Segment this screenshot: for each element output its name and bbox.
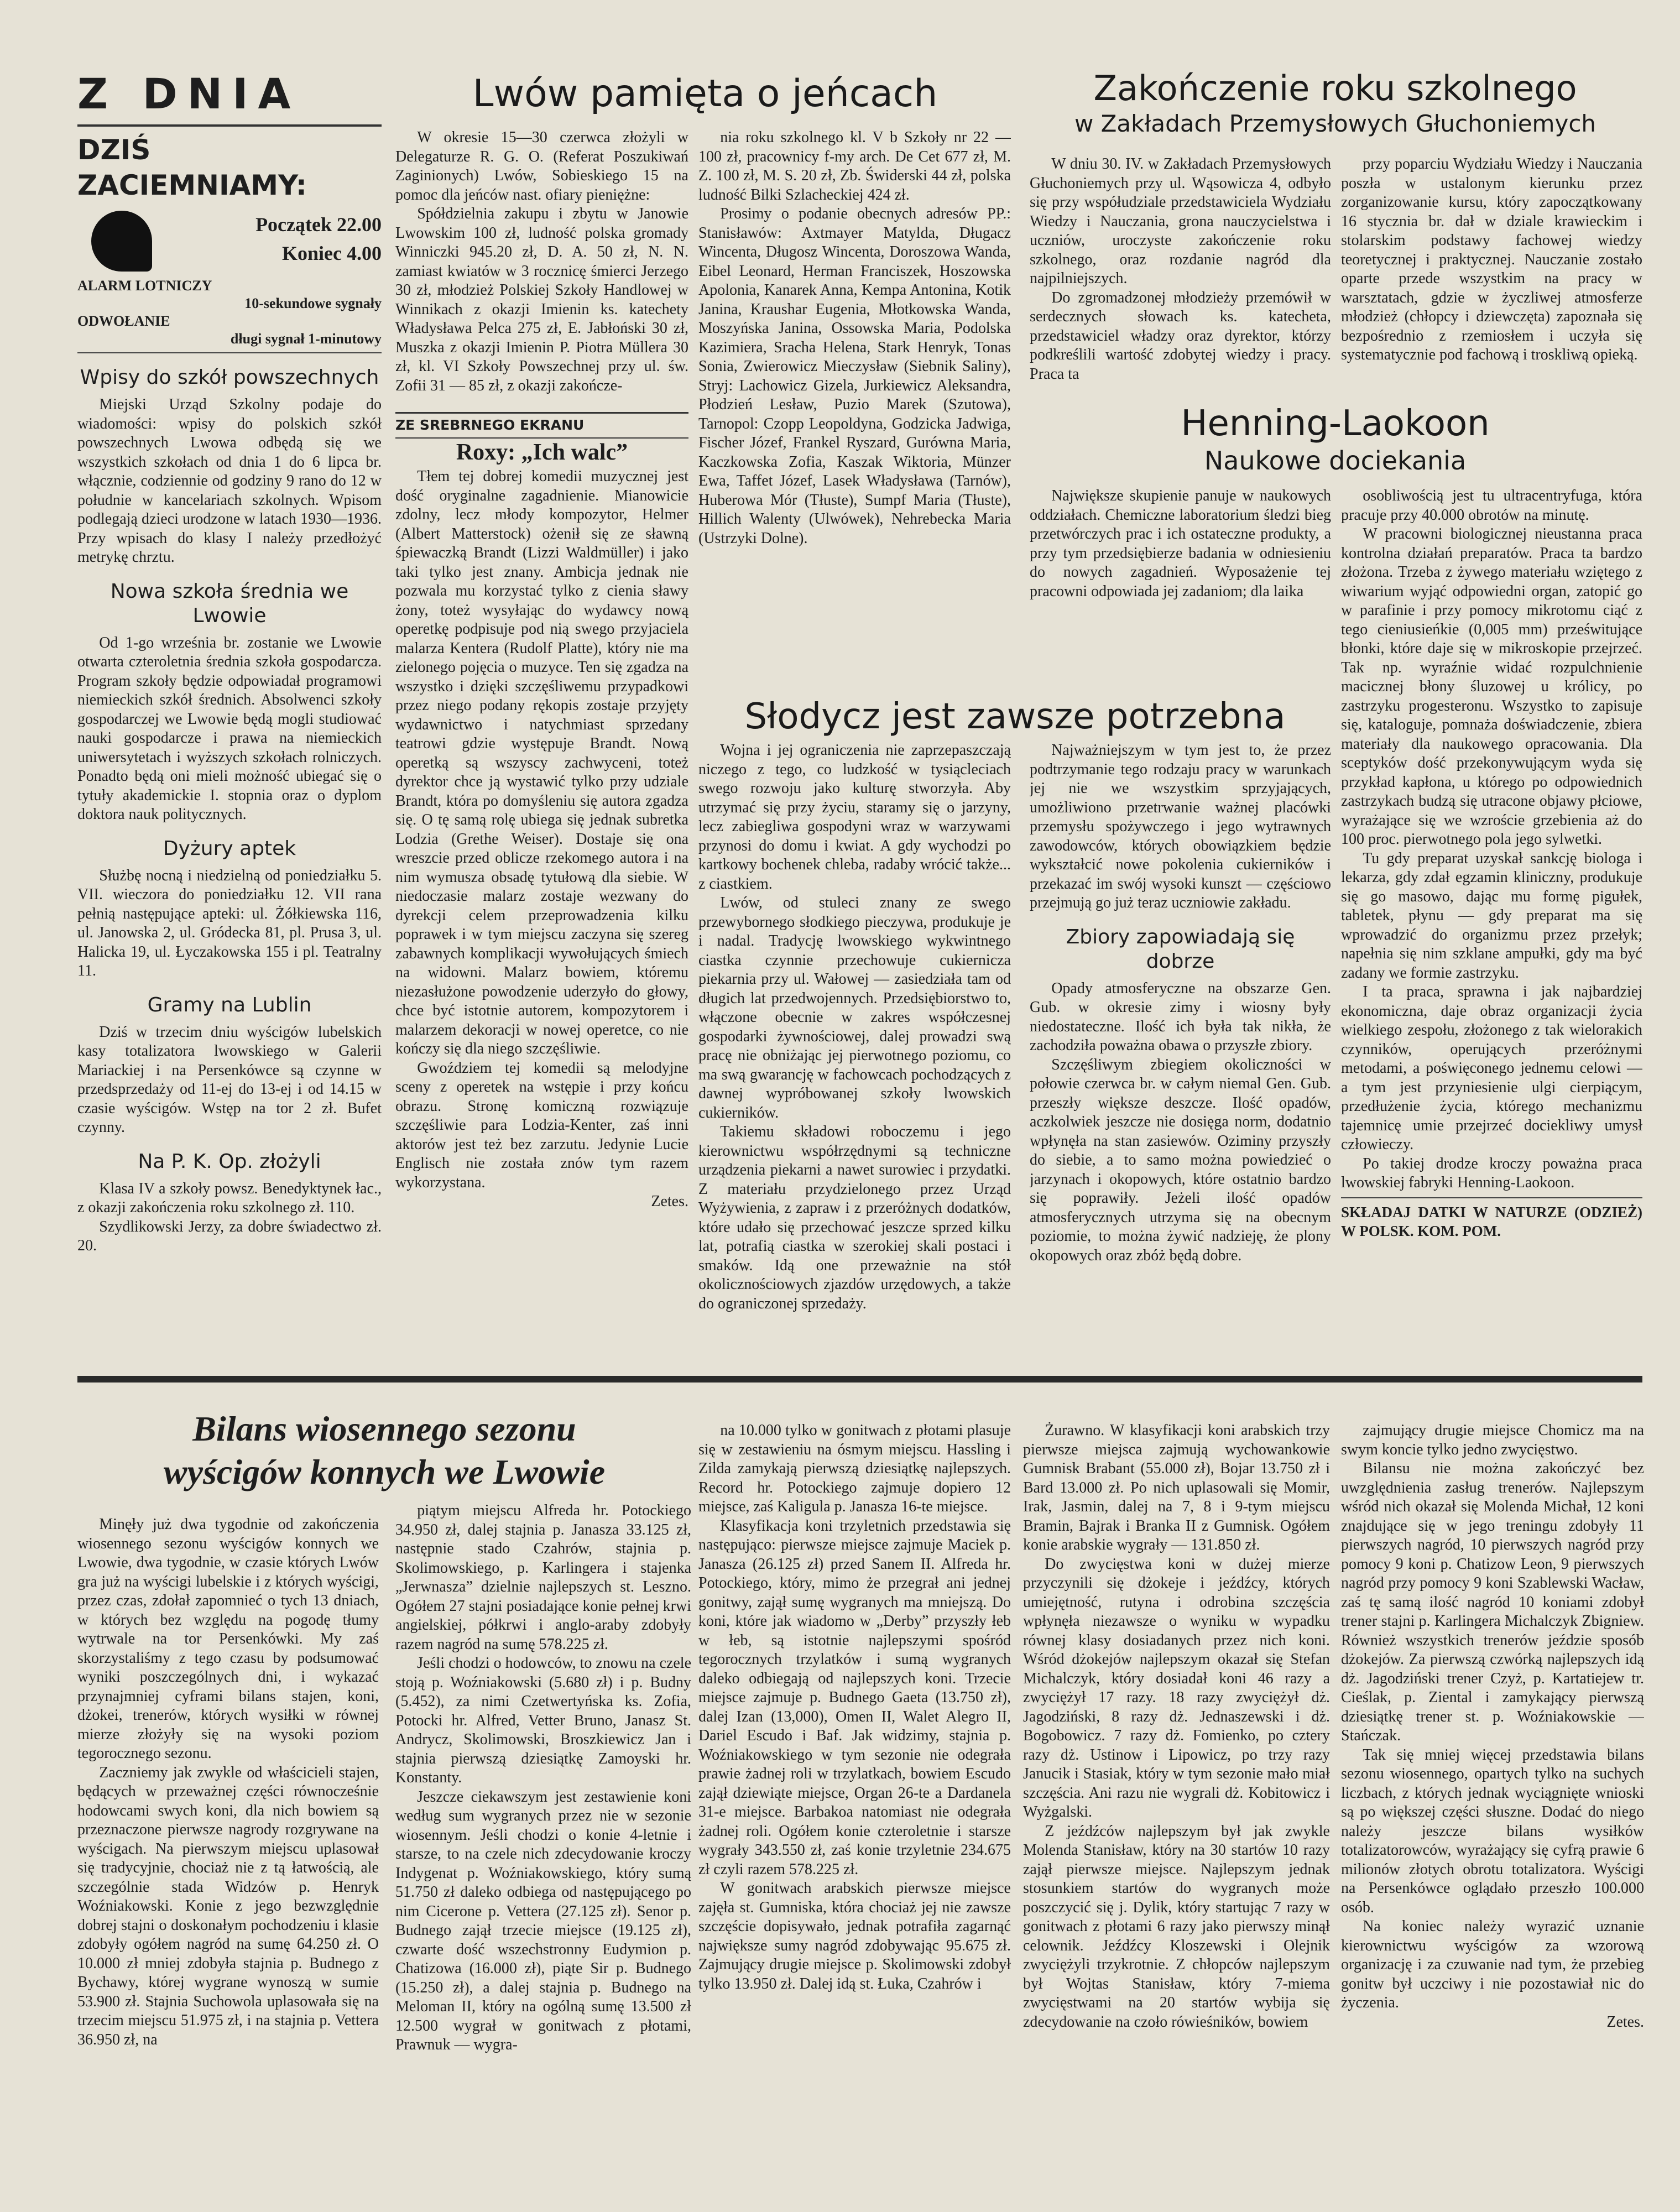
column-slodycz-b — [1030, 741, 1331, 1366]
paragraph: Po takiej drodze kroczy poważna praca lwowskiej fabryki Henning-Laokoon. — [1341, 1155, 1642, 1191]
headline-jency: Lwów pamięta o jeńcach — [472, 72, 938, 116]
alarm-note: 10-sekundowe sygnały — [244, 295, 382, 311]
column-henning-a — [1030, 487, 1331, 675]
paragraph: Lwów, od stuleci znany ze swego przewybornego słodkiego pieczywa, produkuje je i nadal. Tradycję lwowskiego wykwintnego ciastka czynnie przechowuje cukiernicza piekarnia przy ul. Wałowej — zasiedziała tam od długich lat przedwojennych. Przedsiębiorstwo to, włączone obecnie w zakres współczesnej gospodarki żywnościowej, dalej prowadzi swą pracę nie obniżając jej pierwotnego poziomu, co ma swą gwarancję w fachowcach pochodzących z dawnej wypróbowanej szkoły lwowskich cukierników. — [698, 894, 1011, 1121]
article-title: Gramy na Lublin — [147, 993, 312, 1016]
headline-line-1: Bilans wiosennego sezonu — [192, 1409, 576, 1448]
column-jency-b — [698, 128, 1011, 676]
paragraph: Jeszcze ciekawszym jest zestawienie koni według sum wygranych przez nie w sezonie wiosennym. Jeśli chodzi o konie 4-letnie i starsze, to na czele nich zdecydowanie kroczy Indygenat p. Woźniakowskiego, który sumą 51.750 zł daleko odbiega od następującego po nim Cicerone p. Vettera (27.125 zł). Senor p. Budnego zajął trzecie miejsce (19.125 zł), czwarte dość wszechstronny Eudymion p. Chatizowa (16.000 zł), piąte Sir p. Budnego (15.250 zł), a dalej stajnia p. Budnego na Meloman II, który na ogólną sumę 13.500 zł 12.500 wygrał w gonitwach z płotami, Prawnuk — wygra- — [395, 1788, 691, 2053]
paragraph: Klasa IV a szkoły powsz. Benedyktynek łac., z okazji zakończenia roku szkolnego zł. 110. — [77, 1180, 382, 1216]
paragraph: Tak się mniej więcej przedstawia bilans sezonu wiosennego, opartych tylko na suchych liczbach, z których jednak wyciągnięte wnioski są po większej części słuszne. Dodać do niego należy jeszcze bilans wysiłków totalizatorowców, wyrażający się cyfrą prawie 6 milionów złotych obrotu totalizatora. Wyścigi na Persenkówce oglądało przeszło 100.000 osób. — [1341, 1746, 1644, 1916]
column-bilans-4 — [1023, 1421, 1330, 2195]
column-bilans-1 — [77, 1515, 379, 2195]
column-bilans-2 — [395, 1501, 691, 2195]
headline-line-2: wyścigów konnych we Lwowie — [163, 1452, 606, 1491]
paragraph: osobliwością jest tu ultracentryfuga, która pracuje przy 40.000 obrotów na minutę. — [1341, 487, 1642, 524]
column-jency-a — [395, 128, 688, 1364]
blackout-title: DZIŚ ZACIEMNIAMY: — [77, 134, 307, 201]
paragraph: Tłem tej dobrej komedii muzycznej jest dość oryginalne zagadnienie. Mianowicie zdolny, lecz młody kompozytor, Helmer (Albert Matterstock) ożenił się ze sławną śpiewaczką Brandt (Lizzi Waldmüller) i jako taki tylko jest znany. Ambicja jednak nie pozwala mu korzystać tylko z cienia sławy żony, toteż wysyłając do wydawcy nową operetkę podpisuje pod nią swego przyjaciela malarza Kentera (Rudolf Platte), który nie ma zielonego pojęcia o muzyce. Ten się zgadza na wszystko i dzięki szczęśliwemu przypadkowi przez niego podany rękopis zostaje przyjęty wydawnictwo i natychmiast sprzedany teatrowi gdzie występuje Brandt. Nową operetką są wszyscy zachwyceni, toteż dyrektor chce ją wystawić tylko przy udziale Brandt, która po domyśleniu się autora zgadza się. O tę samą rolę ubiega się jednak subretka Lodzia (Grethe Weiser). Dostaje się ona wreszcie przed oblicze rzekomego autora i na nim wymusza obsadę tytułową dla siebie. W niedoczasie malarz zostaje wezwany do dyrekcji celem przeprowadzenia kilku poprawek i w tym miejscu zaczyna się szereg zabawnych komplikacji wywołujących śmiech na widowni. Malarz bowiem, któremu niezasłużone powodzenie uderzyło do głowy, chce być istotnie autorem, kompozytorem i malarzem dekoracji w nowej operetce, co nie kończy się dla niego szczęśliwie. — [395, 468, 688, 1057]
column-z-dnia — [77, 69, 382, 1363]
paragraph: Miejski Urząd Szkolny podaje do wiadomości: wpisy do polskich szkół powszechnych Lwowa odbędą się we wszystkich szkołach od dnia 1 do 6 lipca br. włącznie, codziennie od godziny 9 rano do 12 w południe w kancelariach szkolnych. Wpisom podlegają dzieci urodzone w latach 1930—1936. Przy wpisach do klasy I należy przedłożyć metrykę chrztu. — [77, 396, 382, 566]
paragraph: Od 1-go września br. zostanie we Lwowie otwarta czteroletnia średnia szkoła gospodarcza. Program szkoły będzie odpowiadał programowi niemieckich szkół średnich. Absolwenci szkoły gospodarczej we Lwowie będą mogli studiować nauki gospodarcze i prawa na niemieckich uniwersytetach i wyższych szkołach rolniczych. Ponadto będą oni mieli możność ubiegać się o tytuły akademickie I. stopnia oraz o dyplom doktora nauk politycznych. — [77, 634, 382, 823]
blackout-start: Początek 22.00 — [255, 213, 382, 236]
paragraph: Jeśli chodzi o hodowców, to znowu na czele stoją p. Woźniakowski (5.680 zł) i p. Budny (5.452), za nimi Czetwertyńska ks. Zofia, Potocki hr. Alfred, Vetter Bruno, Janasz St. Andrycz, Skolimowski, Broszkiewicz Jan i stajnia pierwszą dziesiątkę Zamoyski hr. Konstanty. — [395, 1655, 691, 1786]
subheadline-zakonczenie: w Zakładach Przemysłowych Głuchoniemych — [1074, 110, 1596, 137]
signature: Zetes. — [1606, 2013, 1644, 2031]
signature: Zetes. — [651, 1193, 688, 1210]
paragraph: Szydlikowski Jerzy, za dobre świadectwo zł. 20. — [77, 1218, 382, 1254]
paragraph: Minęły już dwa tygodnie od zakończenia wiosennego sezonu wyścigów konnych we Lwowie, dwa tygodnie, w czasie których Lwów gra już na wyścigi lubelskie i z których wyścigi, przez czas, zdołał zapomnieć o tych 13 dniach, w których bez względu na pogodę tłumy wytrwale na tor Persenkówki. My zaś skorzystaliśmy z tego czasu by podsumować wyniki poszczególnych dni, i wykazać przynajmniej cyframi bilans stajen, koni, dżokei, trenerów, których wysiłki w równej mierze złożyły się na wysoki poziom tegorocznego sezonu. — [77, 1516, 379, 1762]
paragraph: W dniu 30. IV. w Zakładach Przemysłowych Głuchoniemych przy ul. Wąsowicza 4, odbyło się przy współudziale przedstawiciela Wydziału Wiedzy i Nauczania, grona nauczycielstwa i uczniów, uroczyste zakończenie roku szkolnego, oraz rozdanie nagród dla najpilniejszych. — [1030, 155, 1331, 287]
headline-bilans — [77, 1407, 691, 1494]
cancel-label: ODWOŁANIE — [77, 313, 170, 329]
paragraph: nia roku szkolnego kl. V b Szkoły nr 22 — 100 zł, pracownicy f-my arch. De Cet 677 zł, M. Z. 100 zł, M. S. 20 zł, Zb. Świderski 44 zł, polska ludność Bilki Szlacheckiej 424 zł. — [698, 129, 1011, 204]
paragraph: Dziś w trzecim dniu wyścigów lubelskich kasy totalizatora lwowskiego w Galerii Mariackiej i na Persenkówce są czynne w przedsprzedaży od 11-ej do 13-ej i od 14.15 w czasie wyścigów. Wstęp na tor 2 zł. Bufet czynny. — [77, 1023, 382, 1136]
paragraph: Do zwycięstwa koni w dużej mierze przyczynili się dżokeje i jeźdźcy, których umiejętność, rutyna i odrobina szczęścia wpłynęła niezawsze o wyniku w wypadku równej klasy dosiadanych przez nich koni. Wśród dżokejów najlepszym okazał się Stefan Michalczyk, który dosiadał koni 46 razy a zwyciężył 17 razy. 18 razy zwyciężył dż. Jagodziński, 8 razy dż. Jednaszewski i dż. Bogobowicz. 7 razy dż. Fomienko, po cztery razy dż. Ustinow i Lipowicz, po trzy razy Janucik i Stasiak, który w tym sezonie mało miał szczęścia. Ani razu nie wygrali dż. Kobitowicz i Wyżgalski. — [1023, 1555, 1330, 1820]
paragraph: Bilansu nie można zakończyć bez uwzględnienia zasług trenerów. Najlepszym wśród nich okazał się Molenda Michał, 12 koni znajdujące się w jego treningu zdobyły 11 pierwszych nagród, 10 pierwszych nagród przy pomocy 9 koni p. Chatizow Leon, 9 pierwszych nagród przy pomocy 9 koni Szablewski Wacław, zaś tę samą ilość nagród 10 koniami zdobył trener stajni p. Karlingera Michalczyk Zbigniew. Również wszystkich trenerów jeździe sposób dżokejów. Za pierwszą czwórką najlepszych idą dż. Jagodziński trener Czyż, p. Kartatiejew tr. Cieślak, p. Ziental i zamykający pierwszą dziesiątkę trener st. p. Woźniakowskie — Stańczak. — [1341, 1460, 1644, 1744]
donation-notice: SKŁADAJ DATKI W NATURZE (ODZIEŻ) W POLSK. KOM. POM. — [1341, 1203, 1642, 1239]
blackout-icon — [91, 211, 152, 272]
article-title: Roxy: „Ich walc” — [456, 439, 628, 465]
divider — [1341, 1197, 1642, 1198]
paragraph: piątym miejscu Alfreda hr. Potockiego 34.950 zł, dalej stajnia p. Janasza 33.125 zł, następnie stado Czahrów, stajnia p. Skolimowskiego, p. Karlingera i stajenka „Jerwnasza” dzielnie najlepszych st. Leszno. Ogółem 27 stajni posiadające konie pełnej krwi angielskiej, półkrwi i anglo-araby zdobyły razem nagród na sumę 578.225 zł. — [395, 1502, 691, 1653]
paragraph: Służbę nocną i niedzielną od poniedziałku 5. VII. wieczora do poniedziałku 12. VII rana pełnią następujące apteki: ul. Żółkiewska 116, ul. Janowska 2, ul. Gródecka 81, pl. Prusa 3, ul. Halicka 19, ul. Łyczakowska 155 i pl. Teatralny 11. — [77, 867, 382, 979]
column-slodycz-a — [698, 741, 1011, 1366]
blackout-box — [77, 211, 382, 277]
paragraph: Do zgromadzonej młodzieży przemówił w serdecznych słowach ks. katecheta, przedstawiciel władzy oraz dyrektor, którzy podkreślili wartość zdobytej wiedzy i pracy. Praca ta — [1030, 289, 1331, 383]
column-zakonczenie-b — [1341, 155, 1642, 398]
paragraph: Żurawno. W klasyfikacji koni arabskich trzy pierwsze miejsca zajmują wychowankowie Gumnisk Brabant (55.000 zł), Bojar 13.750 zł i Bard 13.000 zł. Po nich uplasowali się Momir, Irak, Jasmin, dalej na 7, 8 i 9-tym miejscu Bramin, Bajrak i Branka II z Gumnisk. Ogółem konie arabskie wygrały — 131.850 zł. — [1023, 1422, 1330, 1553]
paragraph: przy poparciu Wydziału Wiedzy i Nauczania poszła w ustalonym kierunku przez zorganizowanie kursu, który zapoczątkowany 16 stycznia br. dał w dziale krawieckim i stolarskim podstawy fachowej wiedzy teoretycznej i praktycznej. Nauczanie zostało oparte przede wszystkim na pracy w warsztatach, gdzie w życzliwej atmosferze młodzież (chłopcy i dziewczęta) zapoznała się bezpośrednio z rzemiosłem i uczyła się systematycznie pod fachową i troskliwą opieką. — [1341, 155, 1642, 363]
paragraph: W gonitwach arabskich pierwsze miejsce zajęła st. Gumniska, która chociaż jej nie zawsze szczęście dopisywało, jednak potrafiła zagarnąć największe sumy nagród zdobywając 95.675 zł. Zajmujący drugie miejsce p. Skolimowski zdobył tylko 13.950 zł. Dalej idą st. Łuka, Czahrów i — [698, 1880, 1011, 1992]
headline-zakonczenie: Zakończenie roku szkolnego — [1093, 68, 1577, 108]
blackout-end: Koniec 4.00 — [282, 242, 382, 264]
column-henning-b — [1341, 487, 1642, 1371]
divider — [77, 124, 382, 127]
paragraph: zajmujący drugie miejsce Chomicz ma na swym koncie tylko jedno zwycięstwo. — [1341, 1422, 1644, 1458]
rubric-label: ZE SREBRNEGO EKRANU — [395, 412, 688, 439]
headline-slodycz: Słodycz jest zawsze potrzebna — [744, 696, 1286, 737]
paragraph: Wojna i jej ograniczenia nie zaprzepaszczają niczego z tego, co ludzkość w tysiącleciach swego rozwoju jako kulturę stworzyła. Aby utrzymać się przy życiu, staramy się o jarzyny, lecz zabiegliwa gospodyni wraz w warzywami przynosi do domu i kwiat. A gdy wychodzi po kartkowy bochenek chleba, radaby wrócić także... z ciastkiem. — [698, 742, 1011, 893]
paragraph: I ta praca, sprawna i jak najbardziej ekonomiczna, daje obraz organizacji życia wielkiego zespołu, złożonego z tak wielorakich czynników, operujących przeróżnymi metodami, a poświęconego jednemu celowi — a tym jest przyniesienie ulgi cierpiącym, przedłużenie życia, którego mechanizmu tajemnicę umie przejrzeć dociekliwy umysł człowieczy. — [1341, 983, 1642, 1153]
paragraph: Opady atmosferyczne na obszarze Gen. Gub. w okresie zimy i wiosny były niedostateczne. Ilość ich była tak nikła, że zachodziła poważna obawa o przyszłe zbiory. — [1030, 979, 1331, 1054]
column-bilans-3 — [698, 1421, 1011, 2195]
alarm-label: ALARM LOTNICZY — [77, 278, 212, 294]
paragraph: Tu gdy preparat uzyskał sankcję biologa i lekarza, gdy zdał egzamin kliniczny, produkuje się go masowo, dając mu formę pigułek, tabletek, płynu — gdy preparat ma się wprowadzić do organizmu przez przełyk; napełnia się nim szklane ampułki, gdy ma być zadany we formie zastrzyku. — [1341, 849, 1642, 982]
paragraph: W pracowni biologicznej nieustanna praca kontrolna działań preparatów. Praca ta bardzo złożona. Trzeba z żywego materiału wziętego z wiwarium wyjąć odpowiedni organ, zatopić go w parafinie i przy pomocy mikrotomu ciąć z tego cieniusieńkie (0,005 mm) prześwitujące błonki, które daje się w mikroskopie przejrzeć. Tak np. wyraźnie widać rozpulchnienie macicznej błony śluzowej u królicy, po zastrzyku progesteronu. Wszystko to zapisuje się, kataloguje, pomnaża doświadczenie, zbiera materiały dla naukowego opracowania. Dla sceptyków dość przekonywującym wyda się przykład kapłona, u którego po odpowiednich zastrzykach budzą się utracone objawy płciowe, wyrażające się we wzroście grzebienia aż do 100 proc. pierwotnego pola jego sylwetki. — [1341, 525, 1642, 848]
article-title: Wpisy do szkół powszechnych — [80, 366, 379, 389]
paragraph: W okresie 15—30 czerwca złożyli w Delegaturze R. G. O. (Referat Poszukiwań Zaginionych) Lwów, Sobieskiego 15 na pomoc dla jeńców nast. ofiary pieniężne: — [395, 129, 688, 204]
paragraph: Zaczniemy jak zwykle od właścicieli stajen, będących w przeważnej części równocześnie hodowcami swych koni, dla nich bowiem są przeznaczone pierwsze nagrody rozgrywane na wyścigach. Na pierwszym miejscu uplasował się tradycyjnie, chociaż nie z tą łatwością, ale szczególnie stada Widzów p. Henryk Woźniakowski. Konie z jego bezwzględnie dobrej stajni o doskonałym pochodzeniu i klasie zdobyły ogółem nagród na sumę 64.250 zł. O 10.000 zł mniej zdobyła stajnia p. Budnego z Bychawy, której wygrane wynoszą w sumie 53.900 zł. Stajnia Suchowola uplasowała się na trzecim miejscu 51.975 zł, i na stajnia p. Vettera 36.950 zł, na — [77, 1764, 379, 2048]
paragraph: Gwoździem tej komedii są melodyjne sceny z operetek na wstępie i przy końcu obrazu. Stronę komiczną rozwiązuje szczęśliwie para Lodzia-Kenter, zaś inni aktorów jest też bez zarzutu. Jedynie Lucie Englisch nie została znów tym razem wykorzystana. — [395, 1059, 688, 1191]
subheadline-henning: Naukowe dociekania — [1204, 446, 1467, 476]
paragraph: Prosimy o podanie obecnych adresów PP.: Stanisławów: Axtmayer Matylda, Długacz Wincenta, Długosz Wincenta, Doroszowa Wanda, Eibel Leonard, Herman Franciszek, Hoszowska Apolonia, Kanarek Anna, Kempa Antonina, Kotik Janina, Kraushar Eugenia, Młotkowska Wanda, Moszyńska Janina, Ossowska Maria, Podolska Kazimiera, Sracha Helena, Stark Henryk, Tonas Sonia, Zwierowicz Mieczysław (Siebnik Saliny), Stryj: Lachowicz Gizela, Jurkiewicz Aleksandra, Płodzień Lesław, Puzio Marek (Szutowa), Tarnopol: Czopp Leopoldyna, Godzicka Jadwiga, Fischer Józef, Frankel Ryszard, Gurówna Maria, Kaczkowska Zofia, Kaszak Wiktoria, Münzer Ewa, Taffet Józef, Lasek Władysława (Tarnów), Huberowa Mór (Tłuste), Sumpf Maria (Tłuste), Hillich Walenty (Ulwówek), Nehrebecka Maria (Ustrzyki Dolne). — [698, 205, 1011, 547]
divider — [77, 352, 382, 353]
headline-henning: Henning-Laokoon — [1181, 403, 1490, 444]
paragraph: Klasyfikacja koni trzyletnich przedstawia się następująco: pierwsze miejsce zajmuje Maciek p. Janasza (26.125 zł) przed Sanem II. Alfreda hr. Potockiego, który, mimo że przegrał ani jednej gonitwy, zajął sumę wygranych ma mniejszą. Do koni, które jak wiadomo w „Derby” przyszły łeb w łeb, są istotnie najlepszymi spośród tegorocznych trzylatków i sumą wygranych daleko odbiegają od najlepszych koni. Trzecie miejsce zajmuje p. Budnego Gaeta (13.750 zł), dalej Izan (13,000), Omen II, Walet Alegro II, Dariel Escudo i Baf. Jak widzimy, stajnia p. Woźniakowskiego w tym sezonie nie odegrała prawie żadnej roli w trzylatkach, bowiem Escudo zajął dziewiąte miejsce, Organ 26-te a Dardanela 31-e miejsce. Barbakoa natomiast nie odegrała żadnej roli. Ogółem konie czteroletnie i starsze wygrały 343.550 zł, zaś konie trzyletnie 234.675 zł czyli razem 578.225 zł. — [698, 1517, 1011, 1878]
article-title: Dyżury aptek — [163, 837, 296, 860]
paragraph: Spółdzielnia zakupu i zbytu w Janowie Lwowskim 100 zł, ludność polska gromady Winniczki 945.20 zł, D. A. 50 zł, N. N. zamiast kwiatów w 3 rocznicę śmierci Jerzego 30 zł, młodzież Polskiej Szkoły Handlowej w Winnikach z okazji Imienin ks. katechety Władysława Pelca 275 zł, E. Jabłoński 30 zł, Muszka z okazji Imienin P. Piotra Müllera 30 zł, kl. VI Szkoły Powszechnej przy ul. św. Zofii 31 — 85 zł, z okazji zakończe- — [395, 205, 688, 394]
paragraph: Szczęśliwym zbiegiem okoliczności w połowie czerwca br. w całym niemal Gen. Gub. przeszły większe deszcze. Ilość opadów, aczkolwiek jeszcze nie dosięga norm, dodatnio wpłynęła na stan zasiewów. Oziminy przyszły do siebie, a to samo można powiedzieć o jarzynach i okopowych, które ostatnio bardzo się poprawiły. Jeżeli ilość opadów atmosferycznych utrzyma się na obecnym poziomie, to można żywić nadzieję, że plony okopowych oraz zbóż będą dobre. — [1030, 1056, 1331, 1264]
cancel-note: długi sygnał 1-minutowy — [230, 331, 382, 347]
article-title: Na P. K. Op. złożyli — [138, 1150, 321, 1173]
article-title: Zbiory zapowiadają się dobrze — [1066, 925, 1295, 973]
section-divider — [77, 1376, 1642, 1383]
paragraph: na 10.000 tylko w gonitwach z płotami plasuje się w zestawieniu na ósmym miejscu. Hassling i Zilda zamykają pierwszą dziesiątkę najlepszych. Record hr. Potockiego zajmuje dopiero 12 miejsce, zaś Kaligula p. Janasza 16-te miejsce. — [698, 1422, 1011, 1515]
paragraph: Takiemu składowi roboczemu i jego kierownictwu współrzędnymi są techniczne urządzenia piekarni a nawet surowiec i przydatki. Z materiału przydzielonego przez Urząd Wyżywienia, z zapraw i z przeróżnych dodatków, które udało się przechować jeszcze sprzed kilku lat, potrafią ciastka w szerokiej skali postaci i smaków. Idą one przeważnie na stół okolicznościowych zjazdów urzędowych, a także do ograniczonej sprzedaży. — [698, 1123, 1011, 1312]
column-bilans-5 — [1341, 1421, 1644, 2195]
paragraph: Na koniec należy wyrazić uznanie kierownictwu wyścigów za wzorową organizację i za czuwanie nad tym, że przebieg gonitw był uczciwy i nie pozostawiał nic do życzenia. — [1341, 1918, 1644, 2011]
paragraph: Z jeźdźców najlepszym był jak zwykle Molenda Stanisław, który na 30 startów 10 razy zajął pierwsze miejsce. Najlepszym jednak stosunkiem startów do wygranych może poszczycić się j. Dylik, który startując 7 razy w gonitwach z płotami 6 razy jako pierwszy minął celownik. Jeźdźcy Kloszewski i Olejnik zwyciężyli trzykrotnie. Z chłopców najlepszym był Wojtas Stanisław, który 7-miema zwycięstwami na 20 startów wybija się zdecydowanie na czoło rówieśników, bowiem — [1023, 1822, 1330, 2031]
paragraph: Największe skupienie panuje w naukowych oddziałach. Chemiczne laboratorium śledzi bieg przetwórczych prac i ich ostateczne produkty, a przy tym przedsiębierze badania w odniesieniu do nowych zagadnień. Wyposażenie tej pracowni odpowiada jej zadaniom; dla laika — [1030, 487, 1331, 600]
column-zakonczenie-a — [1030, 155, 1331, 398]
article-title: Nowa szkoła średnia we Lwowie — [110, 580, 349, 627]
z-dnia-title: Z DNIA — [77, 69, 301, 118]
paragraph: Najważniejszym w tym jest to, że przez podtrzymanie tego rodzaju pracy w warunkach jej nie we wszystkim sprzyjających, umożliwiono przetrwanie ważnej placówki przemysłu spożywczego i jego wytrawnych zawodowców, których obowiązkiem będzie wykształcić nowe pokolenia cukierników i przekazać im swój wysoki kunszt — częściowo przejmują go już teraz uczniowie zakładu. — [1030, 742, 1331, 911]
